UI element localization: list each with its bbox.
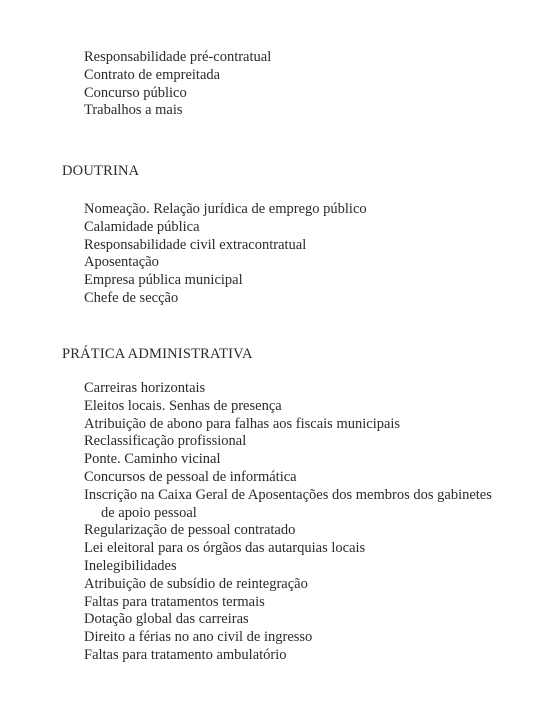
list-item [84,487,524,523]
list-item: Responsabilidade civil extracontratual [84,236,307,253]
list-item: Nomeação. Relação jurídica de emprego público [84,201,367,217]
list-item: Contrato de empreitada [84,66,221,83]
list-item: Atribuição de subsídio de reintegração [84,575,308,592]
topic-list-jurisprudence [84,49,524,120]
section-heading-pratica-administrativa: PRÁTICA ADMINISTRATIVA [62,346,253,362]
list-item: Aposentação [84,254,159,271]
section-heading-doutrina: DOUTRINA [62,163,140,179]
list-item: Reclassificação profissional [84,433,247,450]
list-item: Concursos de pessoal de informática [84,468,297,485]
list-item: Trabalhos a mais [84,102,183,119]
list-item: Faltas para tratamentos termais [84,593,265,610]
list-item: Ponte. Caminho vicinal [84,451,221,468]
list-item: Atribuição de abono para falhas aos fiscais municipais [84,415,401,432]
list-item: Eleitos locais. Senhas de presença [84,397,282,414]
list-item: Calamidade pública [84,218,200,235]
list-item: Responsabilidade pré-contratual [84,49,272,65]
list-item: Lei eleitoral para os órgãos das autarquias locais [84,540,366,557]
list-item: Dotação global das carreiras [84,611,249,628]
list-item: Direito a férias no ano civil de ingresso [84,629,313,646]
topic-list-doutrina [84,201,524,308]
list-item: Faltas para tratamento ambulatório [84,646,287,663]
list-item: Inelegibilidades [84,557,177,574]
list-item-line-2: de apoio pessoal [101,504,197,521]
list-item: Chefe de secção [84,289,179,306]
list-item: Carreiras horizontais [84,380,206,396]
list-item: Empresa pública municipal [84,272,243,289]
list-item: Concurso público [84,84,187,101]
list-item: Regularização de pessoal contratado [84,522,296,539]
topic-list-pratica-administrativa [84,380,524,665]
list-item-line-1: Inscrição na Caixa Geral de Aposentações dos membros dos gabinetes [84,486,492,503]
